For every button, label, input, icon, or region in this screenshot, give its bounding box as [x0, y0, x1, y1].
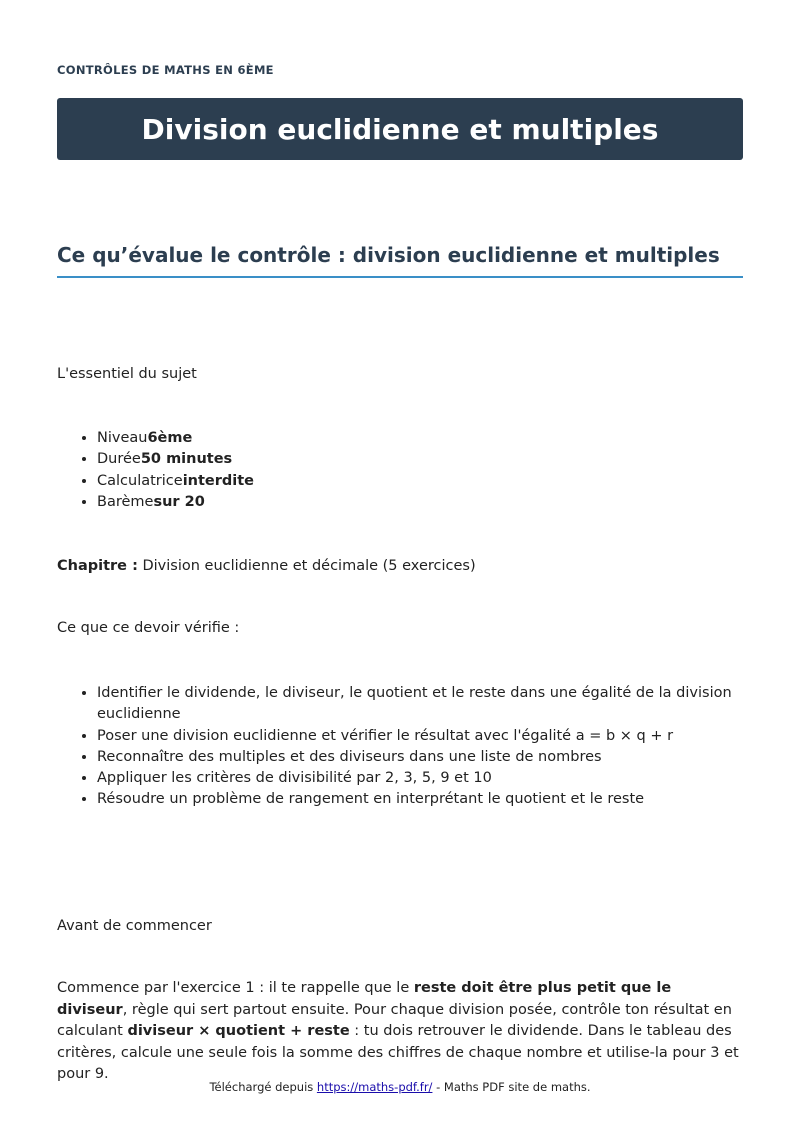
- list-item: • Résoudre un problème de rangement en interprétant le quotient et le reste: [97, 789, 743, 810]
- item-label: Calculatrice: [97, 472, 183, 489]
- section-heading: Ce qu’évalue le contrôle : division euclidienne et multiples: [57, 243, 743, 278]
- conseil-text-3: : tu dois retrouver le dividende. Dans le tableau des critères, calcule une seule fois la somme des chiffres de chaque nombre et utilise-la pour 3 et pour 9.: [57, 1023, 739, 1082]
- footer-suffix: - Maths PDF site de maths.: [432, 1080, 591, 1094]
- page-footer: [0, 1080, 800, 1094]
- page-kicker: CONTRÔLES DE MATHS EN 6ÈME: [57, 63, 274, 77]
- item-label: Durée: [97, 451, 141, 468]
- conseil-paragraph: [57, 978, 743, 1086]
- list-item: • Appliquer les critères de divisibilité par 2, 3, 5, 9 et 10: [97, 768, 743, 789]
- conseil-bold-1: reste doit être plus petit que le diviseur: [57, 980, 672, 1018]
- footer-prefix: Téléchargé depuis: [209, 1080, 317, 1094]
- item-value: 50 minutes: [140, 451, 233, 468]
- list-item: [97, 449, 254, 470]
- conseil-text-2: , règle qui sert partout ensuite. Pour chaque division posée, contrôle ton résultat en calculant: [57, 1001, 732, 1039]
- item-value: sur 20: [153, 493, 205, 510]
- essentiel-heading: L'essentiel du sujet: [57, 366, 197, 382]
- essentiel-list: [77, 428, 254, 513]
- avant-heading: Avant de commencer: [57, 918, 212, 934]
- chapitre-line: [57, 558, 476, 574]
- list-item: [97, 471, 254, 492]
- list-item: • Reconnaître des multiples et des diviseurs dans une liste de nombres: [97, 747, 743, 768]
- item-label: Barème: [97, 493, 154, 510]
- list-item: [97, 428, 254, 449]
- item-value: interdite: [182, 472, 255, 489]
- list-item: • Identifier le dividende, le diviseur, le quotient et le reste dans une égalité de la division euclidienne: [97, 683, 743, 726]
- conseil-text-1: Commence par l'exercice 1 : il te rappelle que le: [57, 980, 414, 996]
- conseil-bold-2: diviseur × quotient + reste: [127, 1023, 350, 1039]
- objectifs-list: [77, 683, 743, 811]
- chapitre-label: Chapitre :: [57, 558, 138, 574]
- verifie-heading: Ce que ce devoir vérifie :: [57, 620, 240, 636]
- page-title: Division euclidienne et multiples: [141, 112, 659, 146]
- item-label: Niveau: [97, 430, 148, 446]
- list-item: • Poser une division euclidienne et vérifier le résultat avec l'égalité a = b × q + r: [97, 726, 743, 747]
- chapitre-text: Division euclidienne et décimale (5 exercices): [137, 558, 476, 574]
- title-banner: [57, 98, 743, 160]
- list-item: [97, 492, 254, 513]
- footer-link[interactable]: https://maths-pdf.fr/: [316, 1080, 433, 1094]
- item-value: 6ème: [147, 430, 193, 446]
